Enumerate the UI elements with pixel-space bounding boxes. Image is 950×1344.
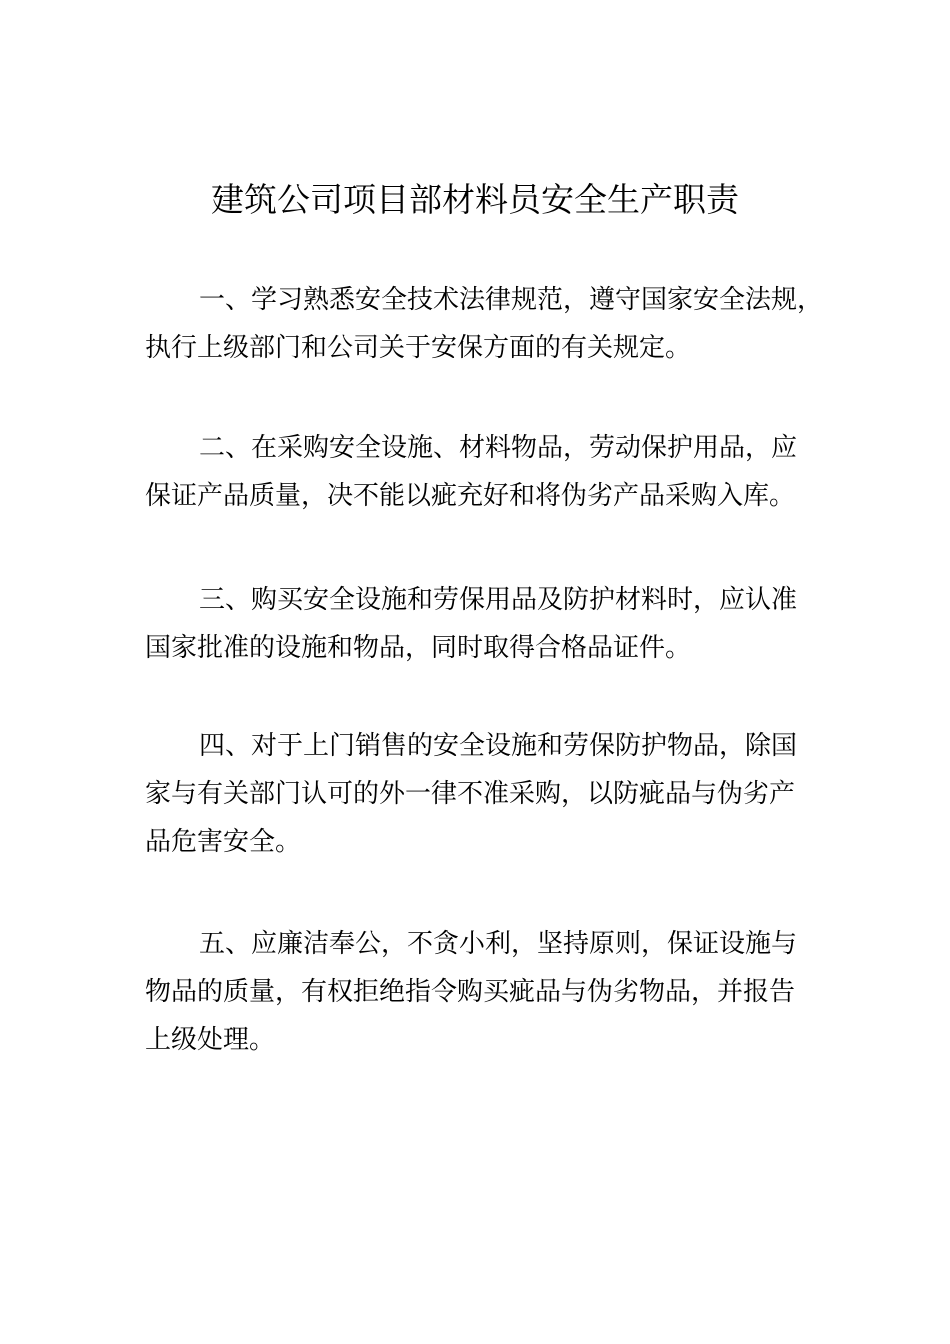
paragraph-line: 执行上级部门和公司关于安保方面的有关规定。 [145, 333, 692, 363]
paragraph-line: 上级处理。 [145, 1025, 276, 1055]
paragraph-5 [145, 920, 807, 1064]
paragraph-3 [145, 576, 807, 672]
paragraph-line: 家与有关部门认可的外一律不准采购，以防疵品与伪劣产 [145, 779, 796, 809]
paragraph-line: 品危害安全。 [145, 827, 302, 857]
paragraph-line: 保证产品质量，决不能以疵充好和将伪劣产品采购入库。 [145, 481, 796, 511]
document-title: 建筑公司项目部材料员安全生产职责 [211, 180, 739, 219]
paragraph-2 [145, 424, 807, 520]
paragraph-line: 一、学习熟悉安全技术法律规范，遵守国家安全法规， [199, 285, 824, 315]
paragraph-line: 二、在采购安全设施、材料物品，劳动保护用品，应 [199, 433, 798, 463]
paragraph-4 [145, 722, 807, 866]
paragraph-1 [145, 276, 824, 372]
paragraph-line: 五、应廉洁奉公，不贪小利，坚持原则，保证设施与 [199, 929, 798, 959]
paragraph-line: 三、购买安全设施和劳保用品及防护材料时，应认准 [199, 585, 798, 615]
paragraph-line: 国家批准的设施和物品，同时取得合格品证件。 [145, 633, 692, 663]
paragraph-line: 物品的质量，有权拒绝指令购买疵品与伪劣物品，并报告 [145, 977, 796, 1007]
paragraph-line: 四、对于上门销售的安全设施和劳保防护物品，除国 [199, 731, 798, 761]
